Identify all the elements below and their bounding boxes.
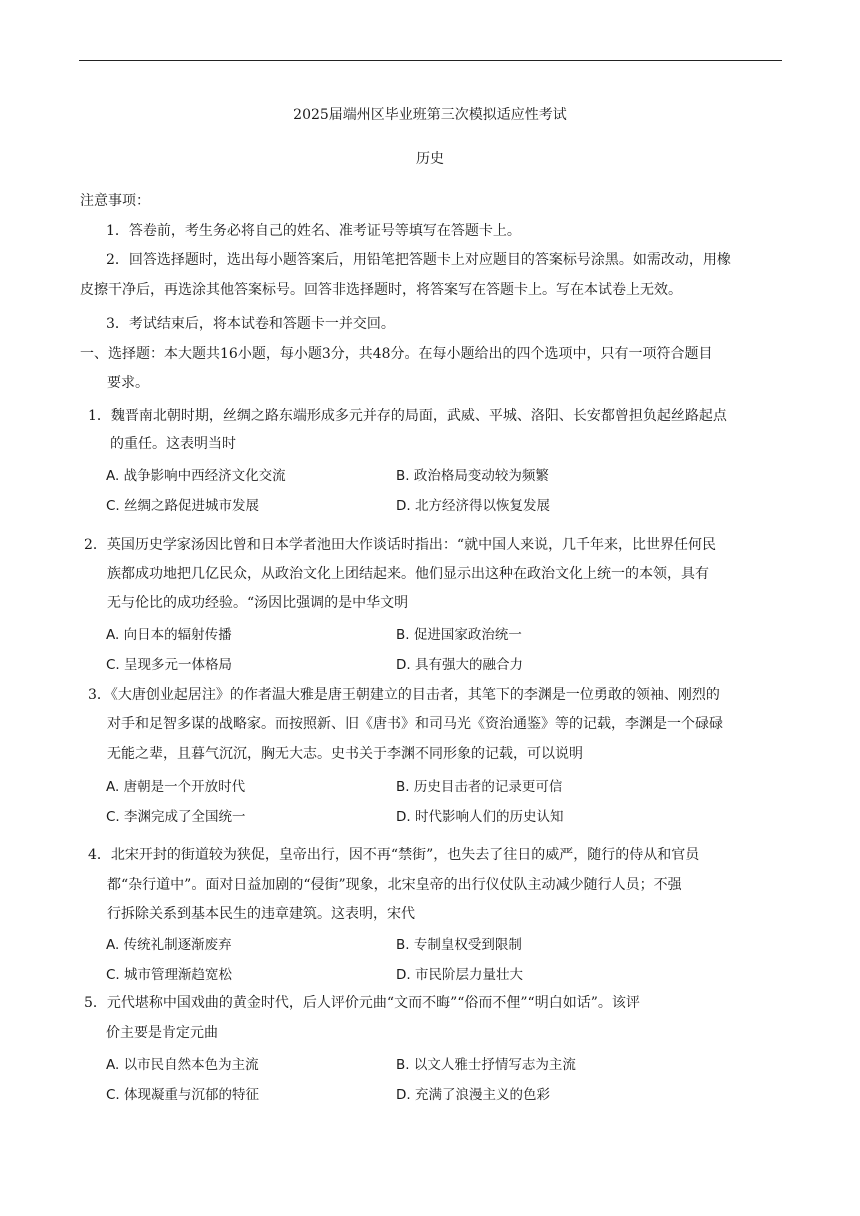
question-2-text: 族都成功地把几亿民众，从政治文化上团结起来。他们显示出这种在政治文化上统一的本领，具有 — [107, 566, 709, 582]
question-5-text: 5．元代堪称中国戏曲的黄金时代，后人评价元曲“文而不晦”“俗而不俚”“明白如话”。该评 — [84, 995, 640, 1011]
question-4-text: 4．北宋开封的街道较为狭促，皇帝出行，因不再“禁街”，也失去了往日的威严，随行的侍从和官员 — [88, 847, 700, 863]
question-2-option-d: D. 具有强大的融合力 — [396, 657, 523, 673]
question-3-text: 无能之辈，且暮气沉沉，胸无大志。史书关于李渊不同形象的记载，可以说明 — [107, 746, 583, 762]
question-4-text: 都“杂行道中”。面对日益加剧的“侵街”现象，北宋皇帝的出行仪仗队主动减少随行人员；不强 — [107, 877, 682, 893]
question-1-option-b: B. 政治格局变动较为频繁 — [396, 468, 549, 484]
question-1-option-a: A. 战争影响中西经济文化交流 — [106, 468, 286, 484]
question-2-option-b: B. 促进国家政治统一 — [396, 627, 522, 643]
question-1-option-d: D. 北方经济得以恢复发展 — [396, 498, 550, 514]
notice-heading: 注意事项： — [80, 193, 150, 209]
question-3-text: 对手和足智多谋的战略家。而按照新、旧《唐书》和司马光《资治通鉴》等的记载，李渊是一个碌碌 — [107, 716, 723, 732]
question-2-option-a: A. 向日本的辐射传播 — [106, 627, 232, 643]
section-heading: 一、选择题：本大题共16小题，每小题3分，共48分。在每小题给出的四个选项中，只有一项符合题目 — [80, 346, 713, 362]
question-3-option-c: C. 李渊完成了全国统一 — [106, 809, 246, 825]
exam-title: 2025届端州区毕业班第三次模拟适应性考试 — [293, 107, 567, 123]
header-rule — [79, 60, 782, 61]
question-3-option-b: B. 历史目击者的记录更可信 — [396, 779, 563, 795]
question-2-option-c: C. 呈现多元一体格局 — [106, 657, 233, 673]
subject-title: 历史 — [416, 151, 444, 167]
question-2-text: 2．英国历史学家汤因比曾和日本学者池田大作谈话时指出：“就中国人来说，几千年来，比世界任何民 — [84, 537, 717, 553]
question-4-option-b: B. 专制皇权受到限制 — [396, 937, 522, 953]
notice-item: 1．答卷前，考生务必将自己的姓名、准考证号等填写在答题卡上。 — [106, 223, 521, 239]
question-4-option-c: C. 城市管理渐趋宽松 — [106, 967, 233, 983]
notice-item: 3．考试结束后，将本试卷和答题卡一并交回。 — [106, 316, 395, 332]
notice-item: 2．回答选择题时，选出每小题答案后，用铅笔把答题卡上对应题目的答案标号涂黑。如需改动，用橡 — [106, 252, 731, 268]
question-1-option-c: C. 丝绸之路促进城市发展 — [106, 498, 260, 514]
question-4-option-d: D. 市民阶层力量壮大 — [396, 967, 523, 983]
question-2-text: 无与伦比的成功经验。“汤因比强调的是中华文明 — [107, 595, 409, 611]
question-4-option-a: A. 传统礼制逐渐废弃 — [106, 937, 232, 953]
question-3-option-d: D. 时代影响人们的历史认知 — [396, 809, 564, 825]
question-1-text: 的重任。这表明当时 — [110, 436, 236, 452]
question-5-option-d: D. 充满了浪漫主义的色彩 — [396, 1087, 550, 1103]
question-3-option-a: A. 唐朝是一个开放时代 — [106, 779, 246, 795]
question-1-text: 1．魏晋南北朝时期，丝绸之路东端形成多元并存的局面，武威、平城、洛阳、长安都曾担负起丝路起点 — [88, 408, 727, 424]
notice-item: 皮擦干净后，再选涂其他答案标号。回答非选择题时，将答案写在答题卡上。写在本试卷上无效。 — [80, 282, 682, 298]
question-5-option-b: B. 以文人雅士抒情写志为主流 — [396, 1057, 576, 1073]
question-3-text: 3．《大唐创业起居注》的作者温大雅是唐王朝建立的目击者，其笔下的李渊是一位勇敢的领袖、刚烈的 — [88, 687, 720, 703]
section-heading-cont: 要求。 — [107, 375, 149, 391]
question-5-text: 价主要是肯定元曲 — [106, 1025, 218, 1041]
question-4-text: 行拆除关系到基本民生的违章建筑。这表明，宋代 — [107, 906, 415, 922]
question-5-option-a: A. 以市民自然本色为主流 — [106, 1057, 259, 1073]
question-5-option-c: C. 体现凝重与沉郁的特征 — [106, 1087, 260, 1103]
